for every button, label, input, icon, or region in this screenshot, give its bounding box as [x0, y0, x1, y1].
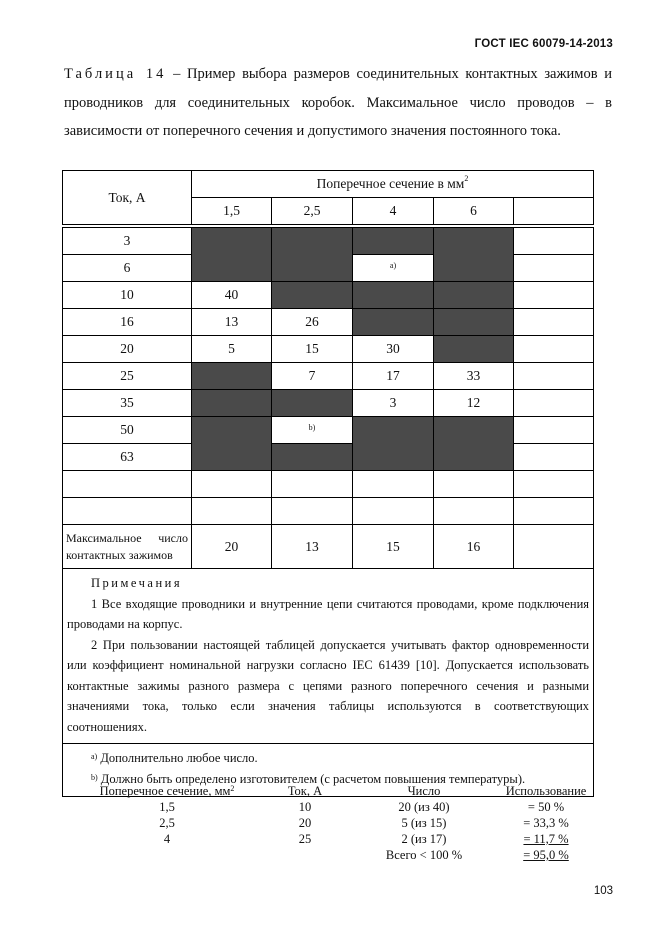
table-cell [434, 471, 514, 498]
shaded-cell [192, 417, 272, 471]
footnote-a-cell: a) [353, 255, 434, 282]
section-6: 6 [434, 198, 514, 225]
table-cell [192, 471, 272, 498]
summary-cell: 10 [298, 800, 312, 814]
summary-cell: 20 (из 40) [398, 800, 450, 814]
table-caption-lead: Таблица 14 [64, 66, 167, 82]
standard-code: ГОСТ IEC 60079-14-2013 [474, 38, 613, 50]
summary-cell: 20 [298, 816, 312, 830]
summary-cell: 5 (из 15) [401, 816, 447, 830]
usage-summary [86, 783, 606, 863]
current-header: Ток, А [63, 171, 192, 225]
notes-block [63, 569, 594, 744]
summary-header: Число [407, 784, 441, 798]
table-cell [272, 471, 353, 498]
page-number: 103 [593, 885, 613, 897]
notes-title: Примечания [91, 576, 183, 590]
table-cell [514, 363, 594, 390]
section-1-5: 1,5 [192, 198, 272, 225]
table-cell [514, 498, 594, 525]
row-current: 6 [63, 255, 192, 282]
shaded-cell [272, 228, 353, 282]
cross-section-header: Поперечное сечение в $мм^2$ [192, 171, 594, 198]
table-cell: 13 [192, 309, 272, 336]
table-caption [64, 60, 612, 146]
row-current: 10 [63, 282, 192, 309]
summary-total-value: = 95,0 % [523, 848, 569, 862]
note-1: 1 Все входящие проводники и внутренние цепи считаются проводами, кроме подключения проводами на корпус. [67, 596, 590, 631]
summary-cell: = 33,3 % [523, 816, 569, 830]
summary-cell: 25 [298, 832, 312, 846]
section-2-5: 2,5 [272, 198, 353, 225]
summary-header: Использование [505, 784, 587, 798]
table-cell [272, 498, 353, 525]
table-cell: 30 [353, 336, 434, 363]
table-cell: 26 [272, 309, 353, 336]
table-cell [514, 309, 594, 336]
shaded-cell [353, 228, 434, 255]
summary-cell: 1,5 [159, 800, 175, 814]
shaded-cell [192, 363, 272, 390]
shaded-cell [192, 228, 272, 282]
table-cell [514, 336, 594, 363]
terminal-selection-table [62, 170, 594, 797]
summary-cell: 4 [163, 832, 171, 846]
summary-header: Ток, А [287, 784, 323, 798]
row-current: 50 [63, 417, 192, 444]
shaded-cell [192, 390, 272, 417]
footnote-b-cell: b) [272, 417, 353, 444]
row-current: 16 [63, 309, 192, 336]
shaded-cell [434, 228, 514, 282]
summary-cell [86, 847, 248, 863]
section-4: 4 [353, 198, 434, 225]
row-current: 35 [63, 390, 192, 417]
table-cell [434, 498, 514, 525]
row-current: 3 [63, 228, 192, 255]
summary-cell [248, 847, 362, 863]
table-cell [514, 471, 594, 498]
max-value: 16 [434, 525, 514, 569]
shaded-cell [272, 282, 353, 309]
shaded-cell [434, 309, 514, 336]
summary-cell: = 11,7 % [523, 832, 569, 846]
shaded-cell [272, 390, 353, 417]
row-current: 25 [63, 363, 192, 390]
table-cell: 15 [272, 336, 353, 363]
shaded-cell [353, 309, 434, 336]
table-cell [353, 498, 434, 525]
shaded-cell [434, 282, 514, 309]
summary-header: Поперечное сечение, $мм^2$ [99, 784, 235, 798]
shaded-cell [353, 417, 434, 471]
shaded-cell [272, 444, 353, 471]
table-cell [192, 498, 272, 525]
table-cell: 7 [272, 363, 353, 390]
shaded-cell [434, 417, 514, 471]
max-value: 15 [353, 525, 434, 569]
row-current [63, 471, 192, 498]
row-current [63, 498, 192, 525]
max-value [514, 525, 594, 569]
section-blank [514, 198, 594, 225]
max-value: 13 [272, 525, 353, 569]
footnote-a: $^{а)}$ Дополнительно любое число. [91, 751, 258, 765]
summary-cell: 2 (из 17) [401, 832, 447, 846]
table-cell [353, 471, 434, 498]
max-terminals-label: Максимальное число контактных зажимов [63, 525, 192, 569]
summary-total-label: Всего < 100 % [385, 848, 463, 862]
table-cell [514, 417, 594, 444]
summary-cell: 2,5 [159, 816, 175, 830]
table-cell: 12 [434, 390, 514, 417]
shaded-cell [353, 282, 434, 309]
table-cell: 5 [192, 336, 272, 363]
table-cell: 17 [353, 363, 434, 390]
table-cell [514, 255, 594, 282]
table-cell: 33 [434, 363, 514, 390]
table-cell: 40 [192, 282, 272, 309]
table-cell [514, 444, 594, 471]
max-value: 20 [192, 525, 272, 569]
table-caption-text: – Пример выбора размеров соединительных контактных зажимов и проводников для соединительных коробок. Максимальное число проводов – в зависимости от поперечного сечения и допустимого значения постоянного тока. [64, 66, 613, 139]
shaded-cell [434, 336, 514, 363]
summary-cell: = 50 % [527, 800, 565, 814]
row-current: 63 [63, 444, 192, 471]
table-cell [514, 390, 594, 417]
note-2: 2 При пользовании настоящей таблицей допускается учитывать фактор одновременности или коэффициент номинальной нагрузки согласно IEC 61439 [10]. Допускается использовать контактные зажимы разного размера с цепями разного поперечного сечения и разными значениями тока, только если значения таблицы используются в соответствующих соотношениях. [67, 637, 590, 734]
table-cell [514, 282, 594, 309]
table-cell [514, 228, 594, 255]
table-cell: 3 [353, 390, 434, 417]
footnote-b: $^{b)}$ Должно быть определено изготовителем (с расчетом повышения температуры). [91, 772, 526, 786]
row-current: 20 [63, 336, 192, 363]
